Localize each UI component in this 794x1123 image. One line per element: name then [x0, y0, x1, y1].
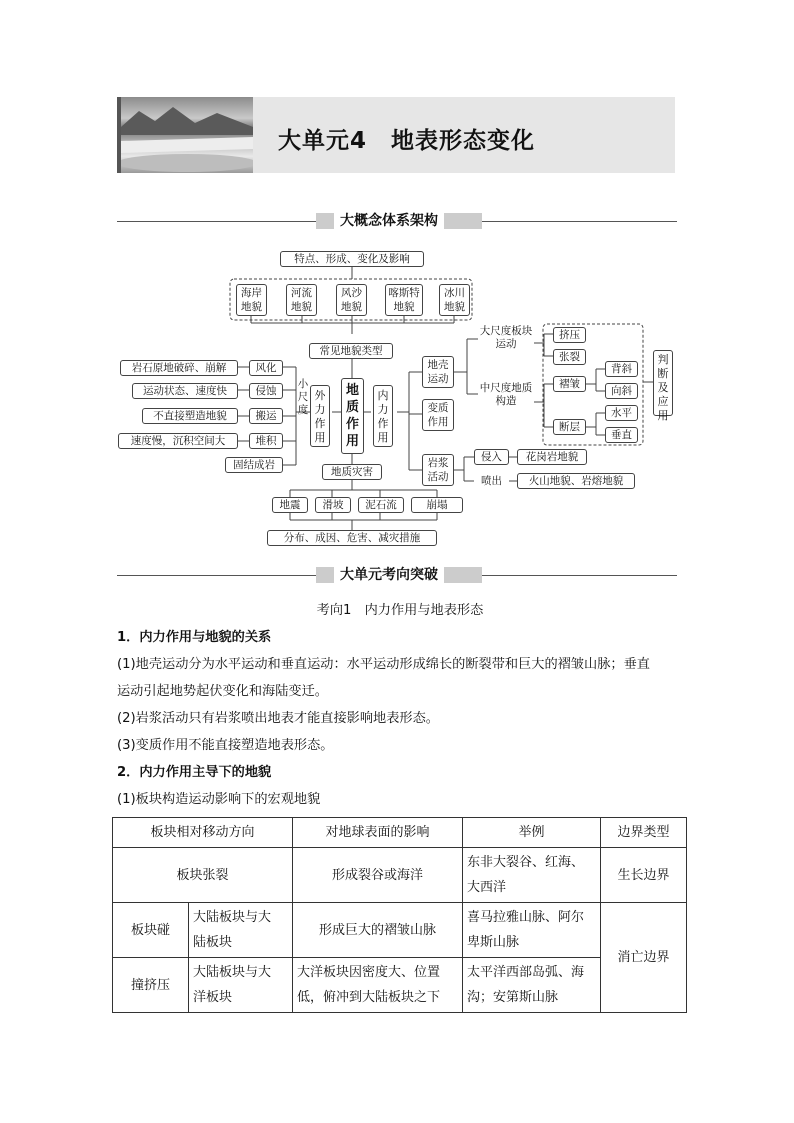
disaster-landslide: 滑坡	[315, 497, 351, 513]
landform-aeolian: 风沙 地貌	[336, 284, 367, 316]
deposition-note: 速度慢，沉积空间大	[118, 433, 238, 449]
paragraph-1a: (1)地壳运动分为水平运动和垂直运动：水平运动形成绵长的断裂带和巨大的褶皱山脉；垂直	[117, 657, 650, 672]
paragraph-2: (2)岩浆活动只有岩浆喷出地表才能直接影响地表形态。	[117, 711, 439, 726]
landform-glacier: 冰川 地貌	[439, 284, 470, 316]
landform-coast: 海岸 地貌	[236, 284, 267, 316]
paragraph-3: (3)变质作用不能直接塑造地表形态。	[117, 738, 334, 753]
section-title-framework: 大概念体系架构	[334, 213, 444, 229]
header-example: 举例	[463, 818, 601, 848]
disaster-debris-flow: 泥石流	[358, 497, 404, 513]
horizontal-fault: 水平	[605, 405, 638, 421]
compression: 挤压	[553, 327, 586, 343]
table-row	[113, 958, 687, 1013]
process-deposition: 堆积	[249, 433, 283, 449]
geological-disaster: 地质灾害	[322, 464, 382, 480]
metamorphism: 变质作用	[422, 399, 454, 431]
vertical-fault: 垂直	[605, 427, 638, 443]
medium-scale-structure: 中尺度地质构造	[479, 382, 533, 407]
unit-title: 大单元4 地表形态变化	[278, 128, 536, 154]
paragraph-1b: 运动引起地势起伏变化和海陆变迁。	[117, 684, 328, 699]
syncline: 向斜	[605, 383, 638, 399]
subsection-title: 考向1 内力作用与地表形态	[316, 603, 484, 618]
fold: 褶皱	[553, 376, 586, 392]
anticline: 背斜	[605, 361, 638, 377]
volcanic-landform: 火山地貌、岩熔地貌	[517, 473, 635, 489]
external-process: 外力作用	[310, 385, 330, 447]
heading-1: 1．内力作用与地貌的关系	[117, 630, 272, 645]
concept-diagram	[112, 242, 688, 552]
erosion-note: 运动状态、速度快	[132, 383, 238, 399]
diagram-top-box: 特点、形成、变化及影响	[280, 251, 424, 267]
cell-effect: 形成巨大的褶皱山脉	[293, 903, 463, 958]
cell-example: 太平洋西部岛弧、海 沟；安第斯山脉	[463, 958, 601, 1013]
common-landform-types: 常见地貌类型	[309, 343, 393, 359]
paragraph-4: (1)板块构造运动影响下的宏观地貌	[117, 792, 321, 807]
crustal-movement: 地壳运动	[422, 356, 454, 388]
cell-effect: 形成裂谷或海洋	[293, 848, 463, 903]
fault: 断层	[553, 419, 586, 435]
small-scale-label: 小尺度	[297, 378, 309, 416]
rifting: 张裂	[553, 349, 586, 365]
plate-boundary-table	[112, 817, 687, 1013]
process-transport: 搬运	[249, 408, 283, 424]
magmatic-activity: 岩浆活动	[422, 454, 454, 486]
transport-note: 不直接塑造地貌	[142, 408, 238, 424]
cell-boundary: 生长边界	[601, 848, 687, 903]
cell-subtype: 大陆板块与大 洋板块	[189, 958, 293, 1013]
process-weathering: 风化	[249, 360, 283, 376]
process-erosion: 侵蚀	[249, 383, 283, 399]
weathering-note: 岩石原地破碎、崩解	[120, 360, 238, 376]
cell-boundary: 消亡边界	[601, 903, 687, 1013]
heading-2: 2．内力作用主导下的地貌	[117, 765, 272, 780]
banner-rule	[253, 173, 643, 175]
landform-river: 河流 地貌	[286, 284, 317, 316]
granite-landform: 花岗岩地貌	[517, 449, 587, 465]
cell-subtype: 大陆板块与大 陆板块	[189, 903, 293, 958]
disaster-earthquake: 地震	[272, 497, 308, 513]
cell-direction-squeeze: 撞挤压	[113, 958, 189, 1013]
judge-and-apply: 判断及应用	[653, 350, 673, 416]
landform-karst: 喀斯特 地貌	[385, 284, 423, 316]
cell-effect: 大洋板块因密度大、位置 低，俯冲到大陆板块之下	[293, 958, 463, 1013]
banner-accent-bar	[117, 97, 121, 173]
cell-example: 喜马拉雅山脉、阿尔 卑斯山脉	[463, 903, 601, 958]
diagram-bottom-box: 分布、成因、危害、减灾措施	[267, 530, 437, 546]
header-effect: 对地球表面的影响	[293, 818, 463, 848]
disaster-collapse: 崩塌	[411, 497, 463, 513]
table-header-row	[113, 818, 687, 848]
cell-example: 东非大裂谷、红海、 大西洋	[463, 848, 601, 903]
table-row	[113, 848, 687, 903]
landscape-photo	[121, 97, 253, 173]
intrusion: 侵入	[474, 449, 509, 465]
cell-direction: 板块张裂	[113, 848, 293, 903]
table-row	[113, 903, 687, 958]
header-boundary: 边界类型	[601, 818, 687, 848]
section-title-breakthrough: 大单元考向突破	[334, 567, 444, 583]
internal-process: 内力作用	[373, 385, 393, 447]
large-scale-plate: 大尺度板块运动	[479, 325, 533, 350]
header-direction: 板块相对移动方向	[113, 818, 293, 848]
cell-direction-collide: 板块碰	[113, 903, 189, 958]
eruption: 喷出	[481, 475, 502, 487]
process-lithification: 固结成岩	[225, 457, 283, 473]
geological-process-center: 地质作用	[341, 378, 364, 454]
